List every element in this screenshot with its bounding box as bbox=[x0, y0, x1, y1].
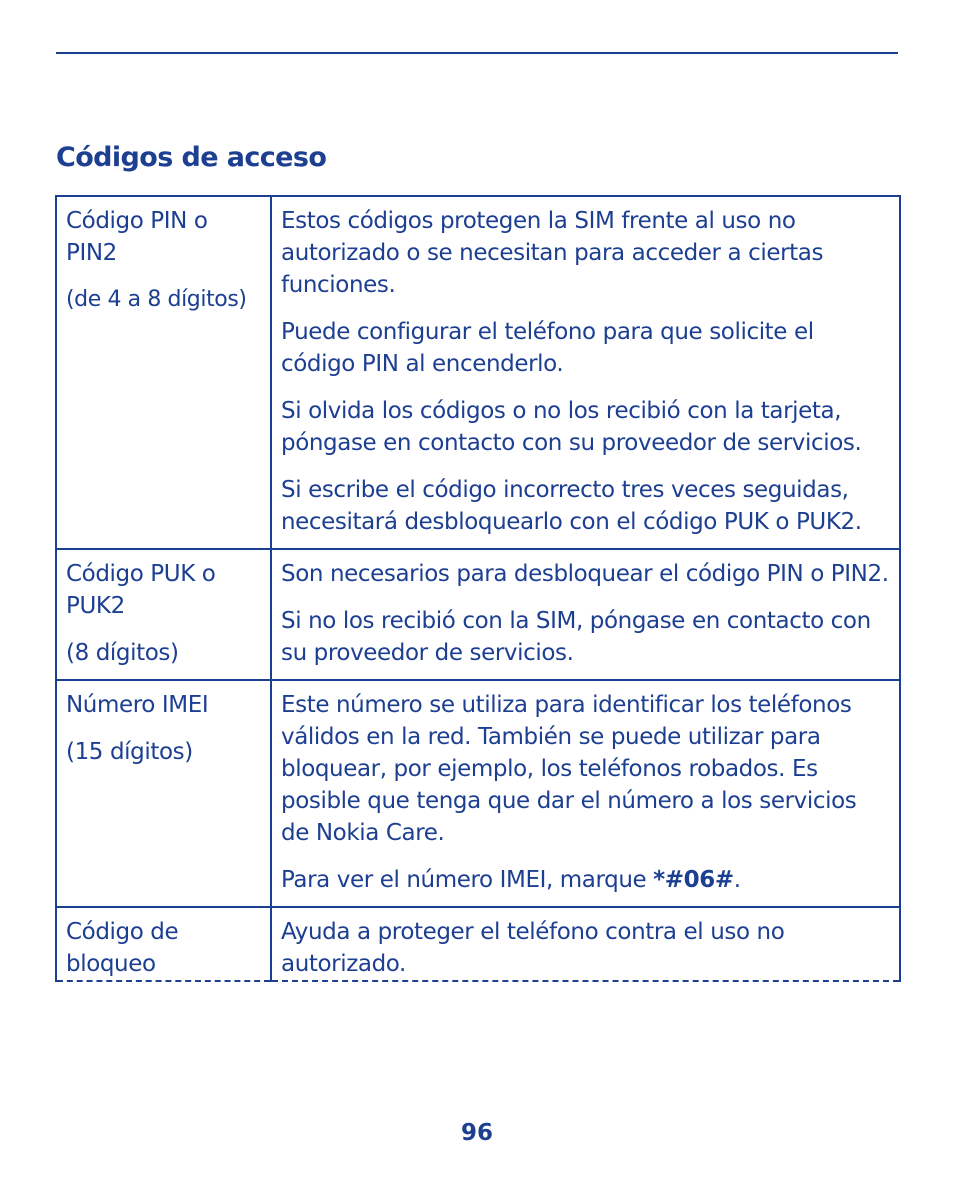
description-paragraph: Este número se utiliza para identificar los teléfonos válidos en la red. También se puede utilizar para bloquear, por ejemplo, los teléfonos robados. Es posible que tenga que dar el número a los servicios de Nokia Care. bbox=[281, 692, 857, 846]
code-name-cell bbox=[56, 549, 271, 680]
header-rule bbox=[56, 52, 898, 54]
code-name: Código de bloqueo bbox=[66, 919, 179, 977]
table-row-lock-code bbox=[56, 907, 900, 981]
code-description-cell bbox=[271, 907, 900, 981]
description-paragraph: Si olvida los códigos o no los recibió con la tarjeta, póngase en contacto con su proveedor de servicios. bbox=[281, 398, 862, 456]
code-length: (15 dígitos) bbox=[66, 739, 193, 765]
description-paragraph: Estos códigos protegen la SIM frente al uso no autorizado o se necesitan para acceder a ciertas funciones. bbox=[281, 208, 824, 298]
code-name: Código PIN o PIN2 bbox=[66, 208, 208, 266]
section-title: Códigos de acceso bbox=[56, 142, 327, 173]
code-description-cell bbox=[271, 680, 900, 907]
code-length: (de 4 a 8 dígitos) bbox=[66, 287, 247, 312]
imei-instruction-end: . bbox=[733, 867, 741, 893]
code-name-cell bbox=[56, 907, 271, 981]
imei-instruction bbox=[281, 864, 891, 896]
code-name-cell bbox=[56, 680, 271, 907]
description-paragraph: Puede configurar el teléfono para que solicite el código PIN al encenderlo. bbox=[281, 319, 814, 377]
page-number: 96 bbox=[460, 1120, 493, 1146]
imei-instruction-text: Para ver el número IMEI, marque bbox=[281, 867, 654, 893]
description-paragraph: Si escribe el código incorrecto tres veces seguidas, necesitará desbloquearlo con el código PUK o PUK2. bbox=[281, 477, 862, 535]
code-name: Número IMEI bbox=[66, 692, 209, 718]
imei-dial-code: *#06# bbox=[653, 867, 734, 893]
access-codes-table bbox=[55, 195, 901, 982]
code-description-cell bbox=[271, 549, 900, 680]
table-row-pin bbox=[56, 196, 900, 549]
description-paragraph: Si no los recibió con la SIM, póngase en contacto con su proveedor de servicios. bbox=[281, 608, 871, 666]
description-paragraph: Son necesarios para desbloquear el código PIN o PIN2. bbox=[281, 561, 889, 587]
code-name-cell bbox=[56, 196, 271, 549]
code-description-cell bbox=[271, 196, 900, 549]
code-name: Código PUK o PUK2 bbox=[66, 561, 216, 619]
table-row-imei bbox=[56, 680, 900, 907]
description-paragraph: Ayuda a proteger el teléfono contra el uso no autorizado. bbox=[281, 919, 785, 977]
code-length: (8 dígitos) bbox=[66, 640, 179, 666]
table-row-puk bbox=[56, 549, 900, 680]
